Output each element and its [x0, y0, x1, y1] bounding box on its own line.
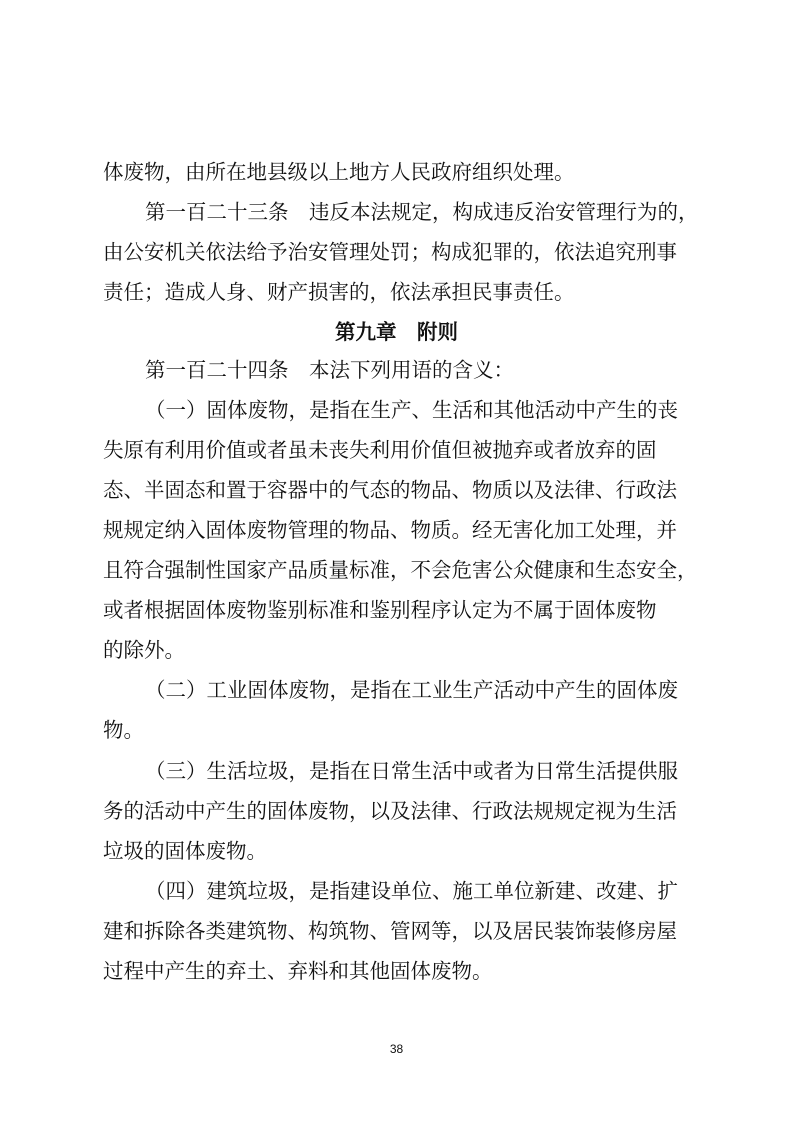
article-124-heading-line: 第一百二十四条 本法下列用语的含义： — [145, 358, 514, 382]
text-line: 责任；造成人身、财产损害的，依法承担民事责任。 — [103, 280, 575, 304]
definition-4-line: （四）建筑垃圾，是指建设单位、施工单位新建、改建、扩 — [145, 879, 678, 903]
definition-3-line: （三）生活垃圾，是指在日常生活中或者为日常生活提供服 — [145, 759, 678, 783]
text-line: 或者根据固体废物鉴别标准和鉴别程序认定为不属于固体废物 — [103, 598, 657, 622]
text-line: 失原有利用价值或者虽未丧失利用价值但被抛弃或者放弃的固 — [103, 438, 657, 462]
article-123-heading-line: 第一百二十三条 违反本法规定，构成违反治安管理行为的， — [145, 200, 699, 224]
text-line: 建和拆除各类建筑物、构筑物、管网等，以及居民装饰装修房屋 — [103, 919, 677, 943]
definition-1-line: （一）固体废物，是指在生产、生活和其他活动中产生的丧 — [145, 398, 678, 422]
chapter-title: 第九章 附则 — [335, 320, 458, 344]
text-line: 垃圾的固体废物。 — [103, 839, 267, 863]
text-line: 的除外。 — [103, 638, 185, 662]
text-line: 物。 — [103, 718, 144, 742]
text-line: 态、半固态和置于容器中的气态的物品、物质以及法律、行政法 — [103, 478, 677, 502]
text-line: 过程中产生的弃土、弃料和其他固体废物。 — [103, 959, 493, 983]
text-line: 体废物，由所在地县级以上地方人民政府组织处理。 — [103, 160, 575, 184]
page-number: 38 — [389, 1042, 404, 1056]
text-line: 且符合强制性国家产品质量标准，不会危害公众健康和生态安全， — [103, 558, 698, 582]
definition-2-line: （二）工业固体废物，是指在工业生产活动中产生的固体废 — [145, 678, 678, 702]
text-line: 规规定纳入固体废物管理的物品、物质。经无害化加工处理，并 — [103, 518, 677, 542]
text-line: 由公安机关依法给予治安管理处罚；构成犯罪的，依法追究刑事 — [103, 240, 677, 264]
text-line: 务的活动中产生的固体废物，以及法律、行政法规规定视为生活 — [103, 799, 677, 823]
